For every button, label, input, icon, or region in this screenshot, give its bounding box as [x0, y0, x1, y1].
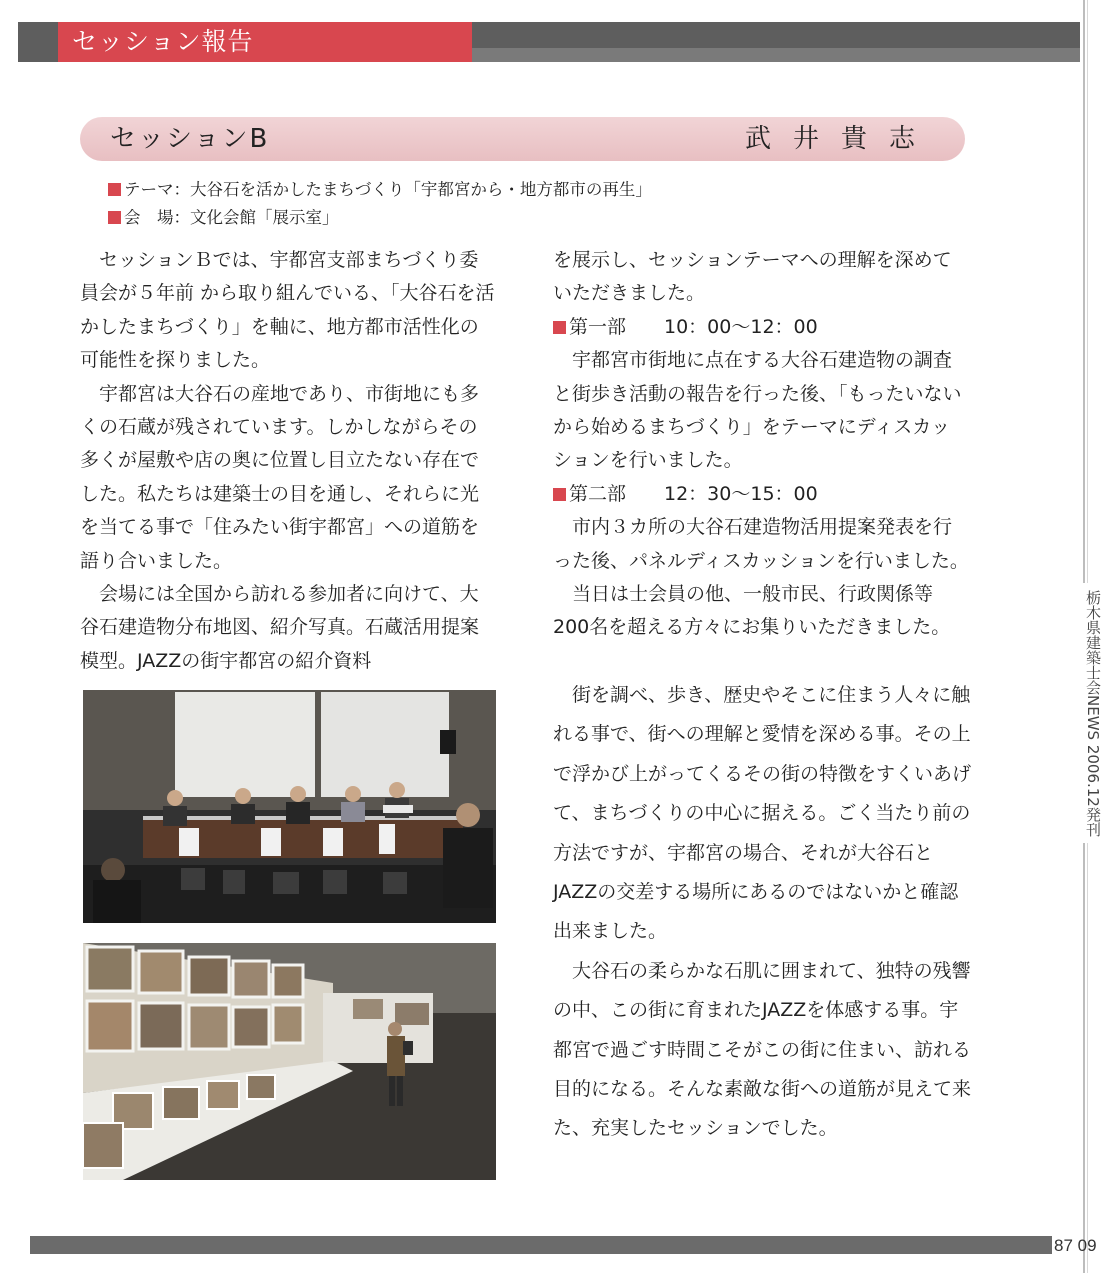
- meta-venue: 会 場：文化会館「展示室」: [108, 204, 339, 228]
- left-column: [80, 244, 496, 678]
- part-heading: 第二部 12：30～15：00: [553, 478, 969, 511]
- footer-bar: [30, 1236, 1052, 1254]
- right-column: [553, 244, 969, 645]
- paragraph: 当日は士会員の他、一般市民、行政関係等200名を超える方々にお集りいただきました。: [553, 583, 951, 639]
- paragraph: セッションＢでは、宇都宮支部まちづくり委員会が５年前 から取り組んでいる、「大谷石を活かしたまちづくり」を軸に、地方都市活性化の可能性を探りました。: [80, 249, 495, 372]
- page-number: 87 09: [1054, 1236, 1097, 1255]
- paragraph: 市内３カ所の大谷石建造物活用提案発表を行った後、パネルディスカッションを行いました。: [553, 516, 969, 572]
- part-heading: 第一部 10：00～12：00: [553, 311, 969, 344]
- paragraph: 街を調べ、歩き、歴史やそこに住まう人々に触れる事で、街への理解と愛情を深める事。その上で浮かび上がってくるその街の特徴をすくいあげて、まちづくりの中心に据える。ごく当たり前の方法ですが、宇都宮の場合、それが大谷石とJAZZの交差する場所にあるのではないかと確認出来ました。: [553, 684, 972, 943]
- meta-theme: テーマ：大谷石を活かしたまちづくり「宇都宮から・地方都市の再生」: [108, 176, 652, 200]
- session-title: セッションB: [110, 124, 270, 154]
- exhibition-illustration: [83, 943, 496, 1180]
- photo-panel-discussion: [83, 690, 496, 923]
- square-bullet-icon: [108, 211, 121, 224]
- photo-exhibition: [83, 943, 496, 1180]
- right-column-lower: [553, 676, 971, 1149]
- header-bar-lower: [472, 48, 1080, 62]
- paragraph: 宇都宮市街地に点在する大谷石建造物の調査と街歩き活動の報告を行った後、「もったいないから始めるまちづくり」をテーマにディスカッションを行いました。: [553, 349, 962, 472]
- square-bullet-icon: [553, 488, 566, 501]
- author-name: 武井貴志: [744, 124, 937, 154]
- section-label: セッション報告: [58, 22, 472, 62]
- paragraph: 宇都宮は大谷石の産地であり、市街地にも多くの石蔵が残されています。しかしながらその多くが屋敷や店の奥に位置し目立たない存在でした。私たちは建築士の目を通し、それらに光を当てる事で「住みたい街宇都宮」への道筋を語り合いました。: [80, 382, 480, 572]
- square-bullet-icon: [553, 321, 566, 334]
- publication-side-label: 栃木県建築士会NEWS 2006.12発刊: [1076, 583, 1104, 843]
- square-bullet-icon: [108, 183, 121, 196]
- paragraph: 会場には全国から訪れる参加者に向けて、大谷石建造物分布地図、紹介写真。石蔵活用提案模型。JAZZの街宇都宮の紹介資料: [80, 583, 480, 672]
- paragraph: 大谷石の柔らかな石肌に囲まれて、独特の残響の中、この街に育まれたJAZZを体感する事。宇都宮で過ごす時間こそがこの街に住まい、訪れる目的になる。そんな素敵な街への道筋が見えて来た、充実したセッションでした。: [553, 959, 972, 1140]
- paragraph: を展示し、セッションテーマへの理解を深めていただきました。: [553, 249, 952, 305]
- panel-discussion-illustration: [83, 690, 496, 923]
